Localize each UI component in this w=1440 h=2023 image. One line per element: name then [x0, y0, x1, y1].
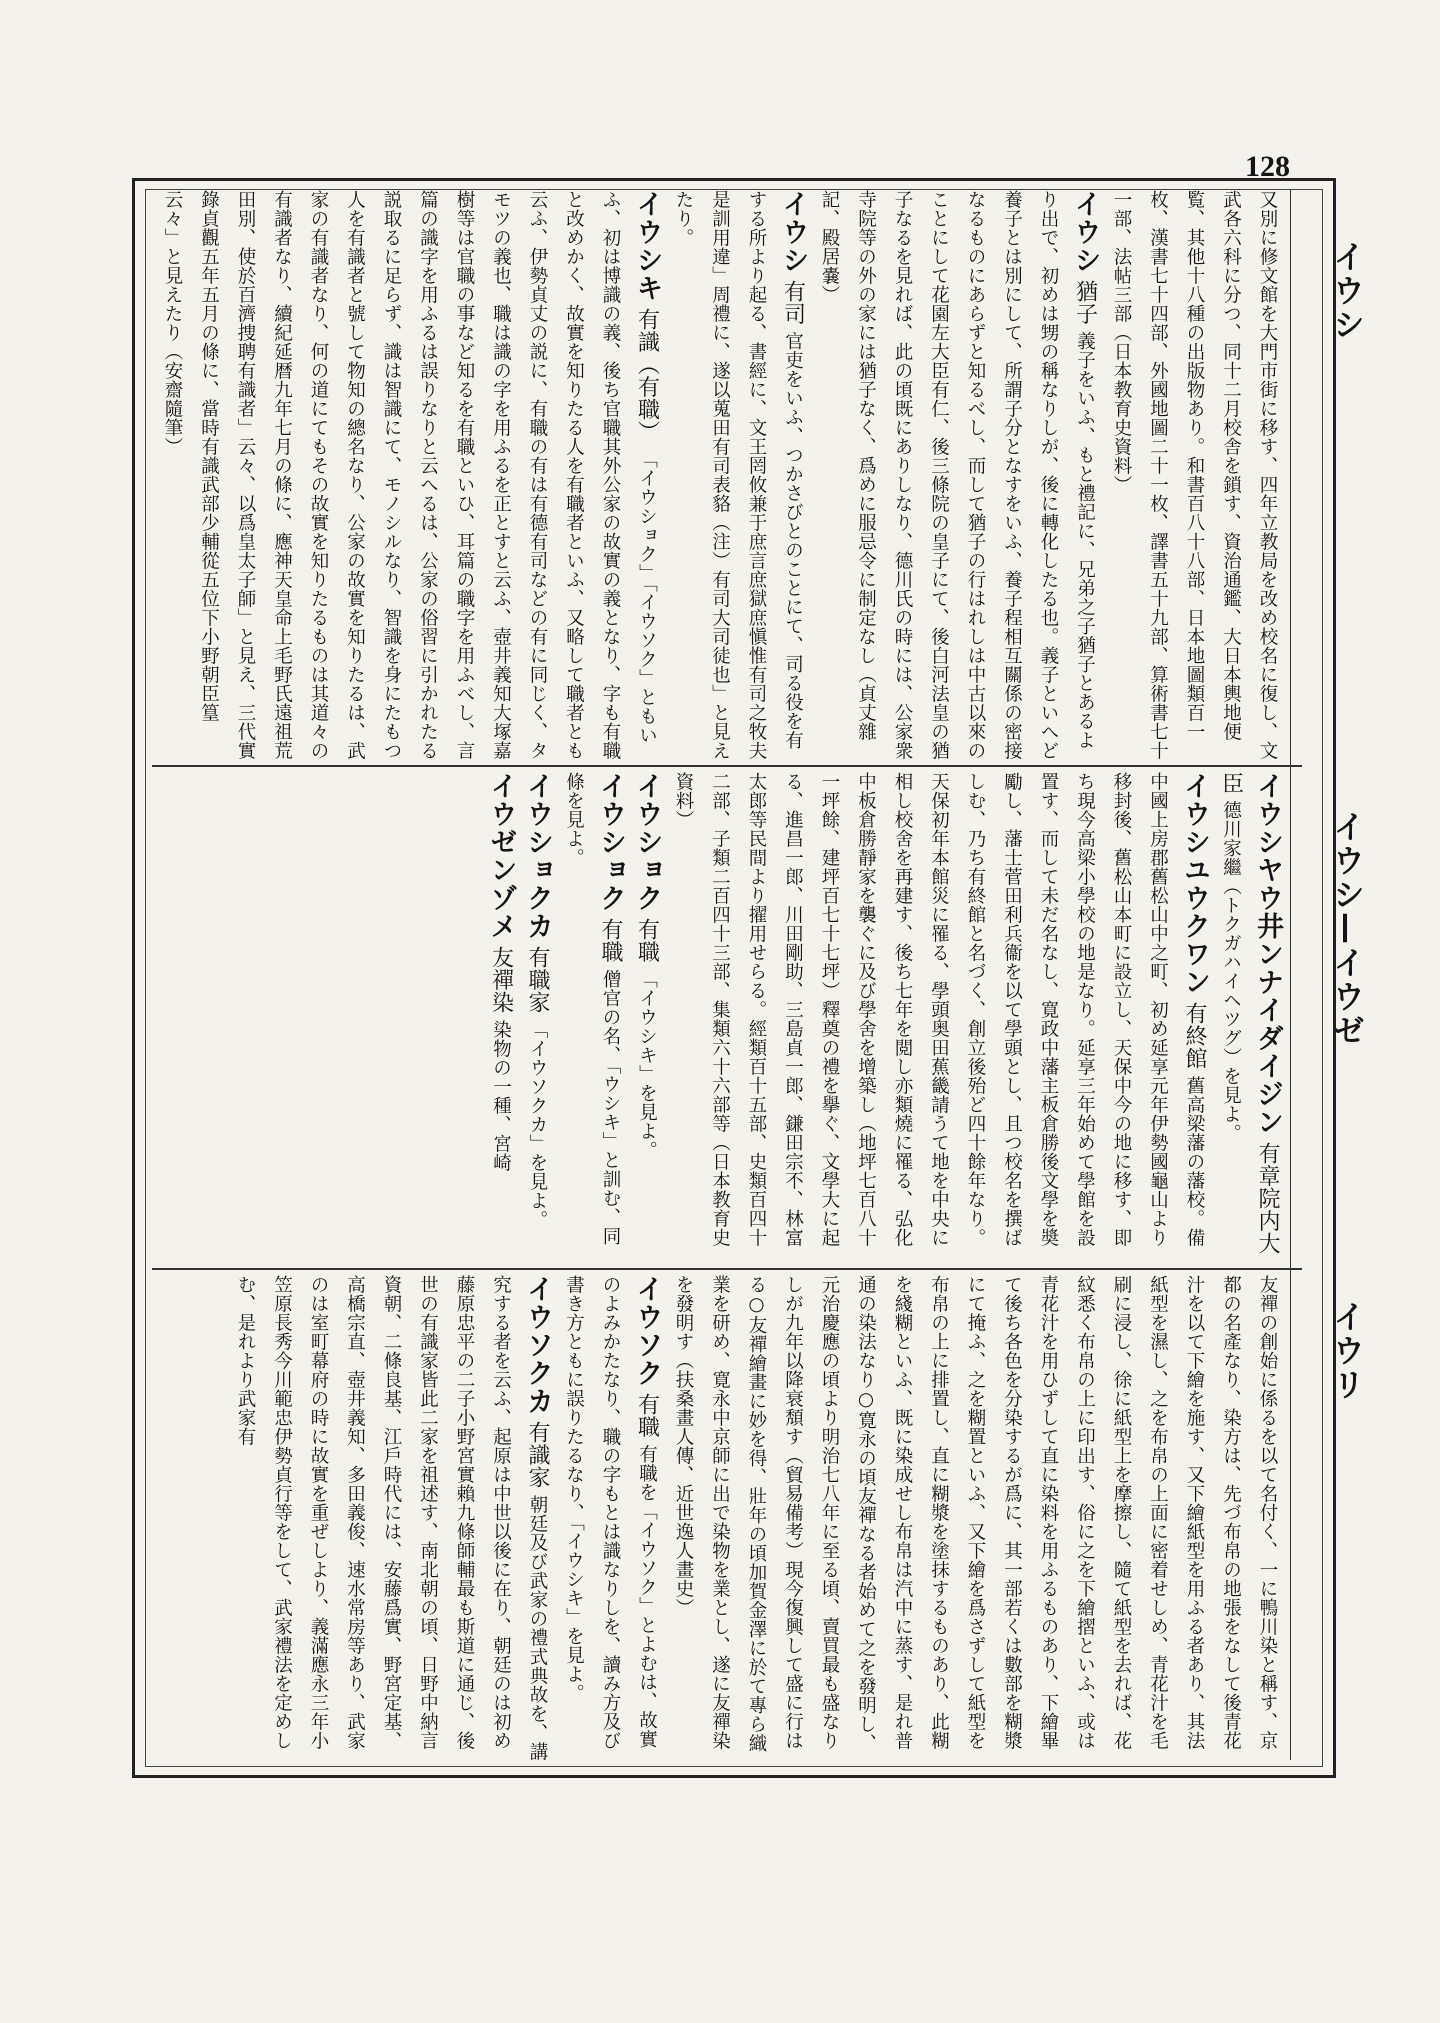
page-number: 128: [1245, 150, 1290, 183]
entry-kanji: 有職: [634, 1393, 660, 1439]
entry-body: 德川家繼（トクガハイヘツグ）を見よ。: [1220, 800, 1242, 1143]
entry-yuusoku: [563, 1275, 663, 1750]
entry-kanji: 有職家: [525, 946, 550, 1014]
header-middle-label: イウシ—イウゼ: [1328, 810, 1366, 1048]
entry-heading: イウシユウクワン: [1179, 772, 1210, 996]
entry-yuuzenzome: [485, 772, 517, 1173]
entry-body: 有職を「イウソク」とよむは、故實のよみかたなり、職の字もとは識なりしを、讀み方及び書き方ともに誤りたるなり、「イウシキ」を見よ。: [563, 1275, 658, 1750]
entry-yuushiki: [162, 190, 663, 760]
header-top-label: イウシ: [1328, 240, 1366, 342]
entry-heading: イウショク: [595, 772, 626, 912]
top-section: [162, 190, 1285, 760]
bottom-intro-text: 友禪の創始に係るを以て名付く、一に鴨川染と稱す、京都の名產なり、染方は、先づ布帛の地張をなして後青花汁を以て下繪を施す、又下繪紙型を用ふる者あり、其法紙型を濕し、之を布帛の上面に密着せしめ、青花汁を毛刷に浸し、徐に紙型上を摩擦し、隨て紙型を去れば、花紋悉く布帛の上に印出す、俗に之を下繪摺といふ、或は青花汁を用ひずして直に染料を用ふるものあり、下繪畢て後ち各色を分染するが爲に、其一部若くは數部を糊漿にて掩ふ、之を糊置といふ、又下繪を爲さずして紙型を布帛の上に排置し、直に糊漿を塗抹するものあり、此糊を綫糊といふ、既に染成せし布帛は汽中に蒸す、是れ普通の染法なり○寛永の頃友禪なる者始めて之を發明し、元治慶應の頃より明治七八年に至る頃、賣買最も盛なりしが九年以降衰頽す（貿易備考）現今復興して盛に行はる○友禪繪畫に妙を得、壯年の頃加賀金澤に於て專ら織業を研め、寛永中京師に出で染物を業とし、遂に友禪染を發明す（扶桑畫人傳、近世逸人畫史）: [673, 1275, 1278, 1753]
entry-yuushokuka: [522, 772, 553, 1230]
entry-body: 「イウショク」「イウソク」ともいふ、初は博識の義、後ち官職其外公家の故實の義となり、字も有職と改めかく、故實を知りたる人を有職者といふ、又略して職者とも云ふ、伊勢貞丈の説に、有職の有は有德有司などの有に同じく、タモツの義也、職は識の字を用ふるを正とすと云ふ、壺井義知大塚嘉樹等は官職の事など知るを有職といひ、耳篇の職字を用ふべし、言篇の識字を用ふるは誤りなりと云へるは、公家の俗習に引かれたる説取るに足らず、識は智識にて、モノシルなり、智識を身にたもつ人を有識者と號して物知の總名なり、公家の故實を知りたるは、武家の有識者なり、何の道にてもその故實を知りたるものは其道々の有識者なり、續紀延暦九年七月の條に、應神天皇命上毛野氏遠祖荒田別、使於百濟捜聘有識者」云々、以爲皇太子師」と見え、三代實錄貞觀五年五月の條に、當時有識武部少輔從五位下小野朝臣篁云々」と見えたり（安齋隨筆）: [162, 190, 658, 760]
entry-heading: イウシヤウ井ンナイダイジン: [1252, 772, 1283, 1136]
entry-heading: イウシ: [777, 190, 809, 274]
entry-body: 染物の一種、宮崎: [490, 1020, 512, 1173]
entry-heading: イウショクカ: [522, 772, 553, 940]
entry-body: 舊高梁藩の藩校。備中國上房郡舊松山中之町、初め延享元年伊勢國龜山より移封後、舊松山本町に設立し、天保中今の地に移す、即ち現今高梁小學校の地是なり。延享三年始めて學館を設置す、而して未だ名なし、寛政中藩主板倉勝後文學を奬勵し、藩士菅田利兵衞を以て學頭とし、且つ校名を撰ばしむ、乃ち有終館と名づく、創立後殆ど四十餘年なり。天保初年本館災に罹る、學頭奥田蕉畿請うて地を中央に相し校舍を再建す、後ち七年を閲し亦類燒に罹る、弘化中板倉勝靜家を襲ぐに及び學舍を增築し（地坪七百八十一坪餘、建坪百七十七坪）釋奠の禮を擧ぐ、文學大に起る、進昌一郎、川田剛助、三島貞一郎、鎌田宗不、林富太郎等民間より擢用せらる。經類百十五部、史類百四十二部、子類二百四十三部、集類六十六部等（日本教育史資料）: [673, 772, 1205, 1248]
entry-body: 「イウシキ」を見よ。: [636, 969, 658, 1160]
section-divider-top: [152, 765, 1302, 767]
header-bottom: [1324, 1300, 1370, 1402]
entry-kanji: 猶子: [1072, 280, 1098, 326]
entry-yuushuukan: [673, 772, 1210, 1248]
header-bottom-label: イウリ: [1328, 1300, 1366, 1402]
entry-body: 義子をいふ、もと禮記に、兄弟之子猶子とあるより出で、初めは甥の稱なりしが、後に轉化したる也。義子といへど養子とは別にして、所謂子分となすをいふ、養子程相互關係の密接なるものにあらずと知るべし、而して猶子の行はれしは中古以來のことにして花園左大臣有仁、後三條院の皇子にて、後白河法皇の猶子なるを見れば、此の頃既にありしなり、德川氏の時には、公家衆寺院等の外の家には猶子なく、爲めに服忌令に制定なし（貞丈雜記、殿居嚢）: [819, 190, 1096, 760]
entry-body: 「イウソクカ」を見よ。: [527, 1020, 548, 1230]
middle-section: [165, 772, 1285, 1262]
entry-heading: イウシ: [1069, 190, 1101, 274]
header-middle: [1324, 810, 1370, 1048]
entry-kanji: 有章院内大臣: [1218, 772, 1280, 1255]
entry-heading: イウシキ: [631, 190, 663, 302]
entry-kanji: 有識家: [525, 1421, 550, 1489]
entry-yuusokuka: [235, 1275, 553, 1762]
header-top: [1324, 240, 1370, 342]
entry-yuushouin: [1218, 772, 1283, 1255]
bottom-section: [165, 1275, 1285, 1765]
entry-heading: イウソクカ: [522, 1275, 553, 1415]
entry-yuushoku-1: [631, 772, 663, 1160]
entry-kanji: 友禪染: [488, 946, 514, 1014]
entry-kanji: 有職: [634, 918, 660, 964]
entry-heading: イウショク: [631, 772, 663, 912]
entry-yuushi-official: [673, 190, 809, 760]
entry-kanji: 有識（有職）: [634, 308, 660, 444]
entry-heading: イウゼンゾメ: [485, 772, 517, 940]
entry-kanji: 有司: [780, 280, 806, 326]
entry-body: 僧官の名、「ウシキ」と訓む、同條を見よ。: [563, 772, 621, 1246]
entry-kanji: 有職: [598, 918, 623, 964]
section-divider-bottom: [152, 1268, 1302, 1270]
header-column-divider: [1290, 190, 1291, 1760]
entry-kanji: 有終館: [1182, 1002, 1207, 1070]
entry-body: 朝廷及び武家の禮式典故を、講究する者を云ふ、起原は中世以後に在り、朝廷のは初め藤原忠平の二子小野宮實賴九條師輔最も斯道に通じ、後世の有識家皆此二家を祖述す、南北朝の頃、日野中納言資朝、二條良基、江戶時代には、安藤爲實、野宮定基、高橋宗直、壺井義知、多田義俊、速水常房等あり、武家のは室町幕府の時に故實を重ぜしより、義滿應永三年小笠原長秀今川範忠伊勢貞行等をして、武家禮法を定めしむ、是れより武家有: [235, 1275, 548, 1762]
top-intro-text: 又別に修文館を大門市街に移す、四年立教局を改め校名に復し、文武各六科に分つ、同十二月校舎を鎖す、資治通鑑、大日本輿地便覧、其他十八種の出版物あり。和書百八十八部、日本地圖類百一枚、漢書七十四部、外國地圖二十一枚、譯書五十九部、算術書七十一部、法帖三部（日本教育史資料）: [1111, 190, 1278, 760]
entry-yuushoku-2: [563, 772, 626, 1246]
entry-body: 官吏をいふ、つかさびとのことにて、司る役を有する所より起る、書經に、文王罔攸兼于庶言庶獄庶愼惟有司之牧夫是訓用違」周禮に、遂以蒐田有司表貉（注）有司大司徒也」と見えたり。: [673, 190, 804, 760]
entry-heading: イウソク: [631, 1275, 663, 1387]
entry-yuushi-nephew: [819, 190, 1101, 760]
